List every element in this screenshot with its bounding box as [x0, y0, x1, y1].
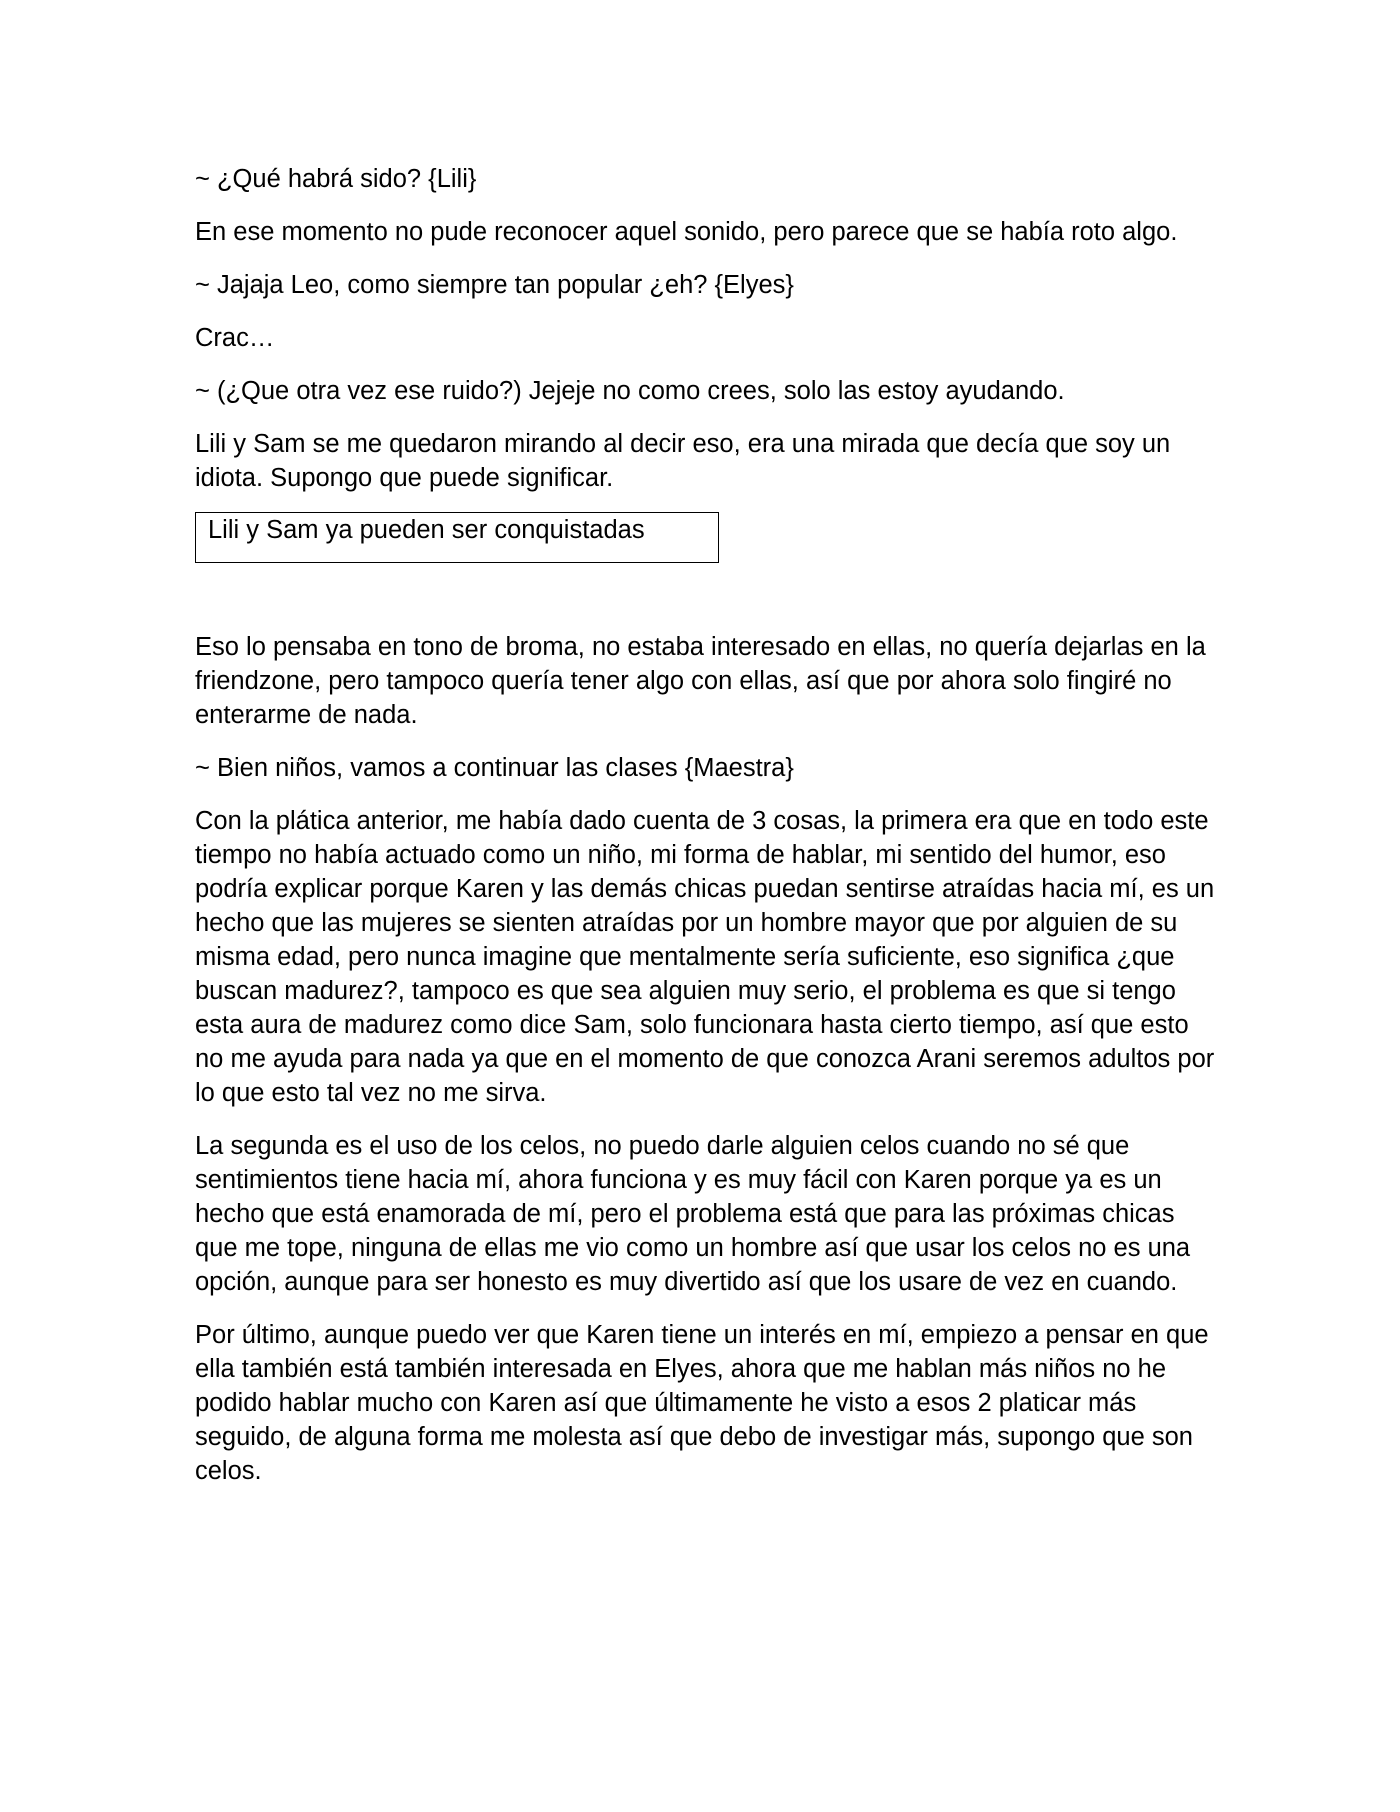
document-page	[195, 162, 1215, 1507]
dialogue-line-elyes: ~ Jajaja Leo, como siempre tan popular ¿eh? {Elyes}	[195, 271, 794, 299]
sound-effect-line: Crac…	[195, 324, 275, 352]
dialogue-line-lili: ~ ¿Qué habrá sido? {Lili}	[195, 165, 477, 193]
boxed-notice-text: Lili y Sam ya pueden ser conquistadas	[208, 516, 645, 544]
narration-paragraph: Lili y Sam se me quedaron mirando al decir eso, era una mirada que decía que soy un idiota. Supongo que puede significar.	[195, 430, 1171, 492]
narration-paragraph: Con la plática anterior, me había dado cuenta de 3 cosas, la primera era que en todo este tiempo no había actuado como un niño, mi forma de hablar, mi sentido del humor, eso podría explicar porque Karen y las demás chicas puedan sentirse atraídas hacia mí, es un hecho que las mujeres se sienten atraídas por un hombre mayor que por alguien de su misma edad, pero nunca imagine que mentalmente sería suficiente, eso significa ¿que buscan madurez?, tampoco es que sea alguien muy serio, el problema es que si tengo esta aura de madurez como dice Sam, solo funcionara hasta cierto tiempo, así que esto no me ayuda para nada ya que en el momento de que conozca Arani seremos adultos por lo que esto tal vez no me sirva.	[195, 807, 1215, 1107]
dialogue-line-leo: ~ (¿Que otra vez ese ruido?) Jejeje no como crees, solo las estoy ayudando.	[195, 377, 1065, 405]
narration-paragraph: Eso lo pensaba en tono de broma, no estaba interesado en ellas, no quería dejarlas en la friendzone, pero tampoco quería tener algo con ellas, así que por ahora solo fingiré no enterarme de nada.	[195, 633, 1206, 729]
narration-paragraph: La segunda es el uso de los celos, no puedo darle alguien celos cuando no sé que sentimientos tiene hacia mí, ahora funciona y es muy fácil con Karen porque ya es un hecho que está enamorada de mí, pero el problema está que para las próximas chicas que me tope, ninguna de ellas me vio como un hombre así que usar los celos no es una opción, aunque para ser honesto es muy divertido así que los usare de vez en cuando.	[195, 1132, 1191, 1296]
dialogue-line-maestra: ~ Bien niños, vamos a continuar las clases {Maestra}	[195, 754, 794, 782]
boxed-notice	[195, 512, 719, 563]
narration-paragraph: En ese momento no pude reconocer aquel sonido, pero parece que se había roto algo.	[195, 218, 1178, 246]
narration-paragraph: Por último, aunque puedo ver que Karen tiene un interés en mí, empiezo a pensar en que ella también está también interesada en Elyes, ahora que me hablan más niños no he podido hablar mucho con Karen así que últimamente he visto a esos 2 platicar más seguido, de alguna forma me molesta así que debo de investigar más, supongo que son celos.	[195, 1321, 1209, 1485]
